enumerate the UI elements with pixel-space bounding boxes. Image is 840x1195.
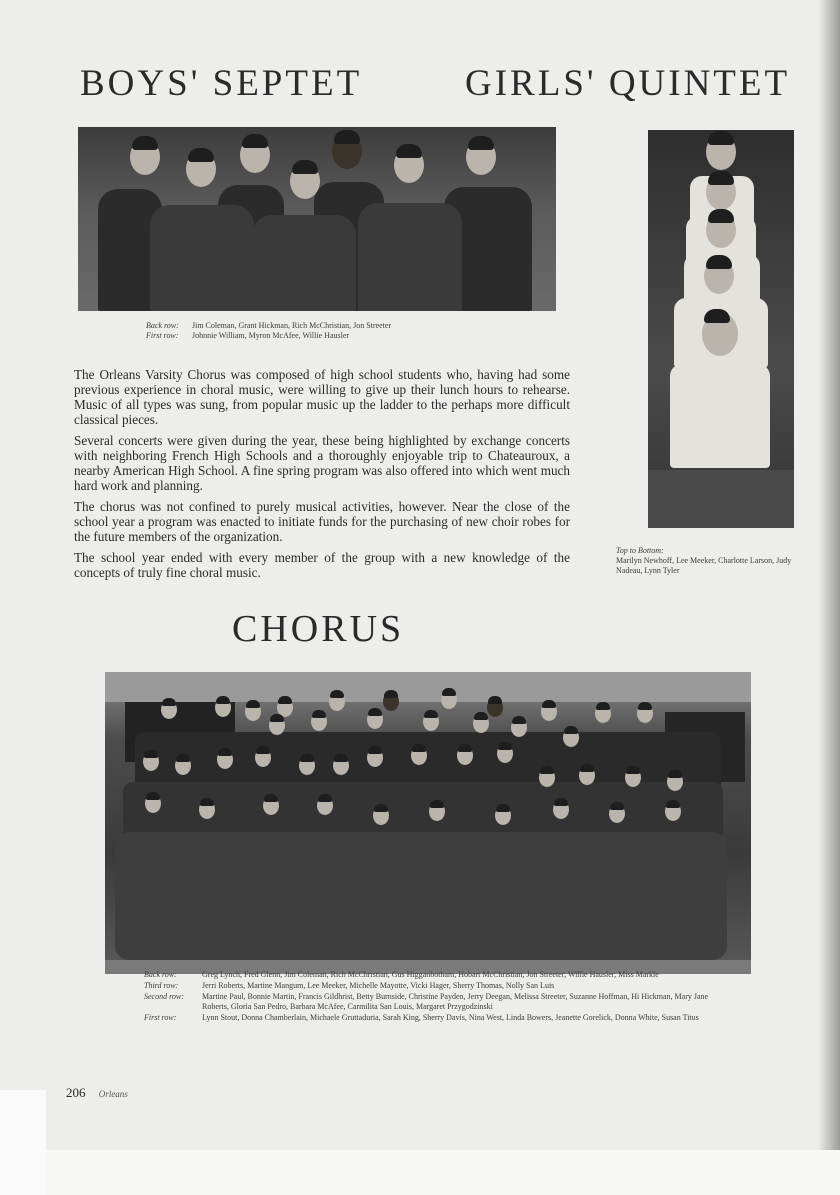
singer-figure: [497, 744, 513, 763]
singer-figure: [563, 728, 579, 747]
singer-figure: [130, 139, 160, 175]
singer-figure: [411, 746, 427, 765]
singer-figure: [495, 806, 511, 825]
singer-figure: [473, 714, 489, 733]
singer-figure: [252, 215, 356, 311]
singer-figure: [255, 748, 271, 767]
singer-figure: [333, 756, 349, 775]
caption-row-label: Top to Bottom:: [616, 546, 664, 555]
singer-figure: [217, 750, 233, 769]
singer-figure: [441, 690, 457, 709]
singer-figure: [625, 768, 641, 787]
caption-names: Lynn Stout, Donna Chamberlain, Michaele Gruttaduria, Sarah King, Sherry Davis, Nina West, Linda Bowers, Jeanette Gorelick, Donna White, Susan Titus: [202, 1013, 699, 1022]
page-number: 206: [66, 1085, 86, 1100]
singer-figure: [299, 756, 315, 775]
caption-names: Jim Coleman, Grant Hickman, Rich McChristian, Jon Streeter: [192, 321, 392, 330]
singer-figure: [263, 796, 279, 815]
singer-figure: [290, 163, 320, 199]
boys-septet-photo: [78, 127, 556, 311]
paragraph: Several concerts were given during the year, these being highlighted by exchange concerts with neighboring French High Schools and a thoroughly enjoyable trip to Chateauroux, a nearby American High School. A fine spring program was also offered into which went much hard work and planning.: [74, 433, 570, 493]
girls-quintet-caption: [616, 546, 806, 576]
singer-figure: [539, 768, 555, 787]
singer-figure: [150, 205, 254, 311]
singer-figure: [595, 704, 611, 723]
caption-row-label: Back row:: [146, 321, 179, 330]
caption-names: Johnnie William, Myron McAfee, Willie Hausler: [192, 331, 350, 340]
caption-names: Jerri Roberts, Martine Mangum, Lee Meeker, Michelle Mayotte, Vicki Hager, Sherry Thomas, Nolly San Luis: [202, 981, 555, 990]
girls-quintet-heading: GIRLS' QUINTET: [465, 63, 791, 104]
chorus-caption: [144, 970, 724, 1024]
singer-figure: [704, 258, 734, 294]
singer-figure: [637, 704, 653, 723]
floor: [648, 470, 794, 528]
paragraph: The Orleans Varsity Chorus was composed of high school students who, having had some previous experience in choral music, were willing to give up their lunch hours to rehearse. Music of all types was sung, from popular music up the ladder to the perhaps more difficult classical pieces.: [74, 367, 570, 427]
singer-figure: [706, 134, 736, 170]
singer-figure: [199, 800, 215, 819]
boys-septet-caption: [146, 321, 546, 341]
girls-quintet-photo: [648, 130, 794, 528]
singer-figure: [665, 802, 681, 821]
caption-row-label: First row:: [146, 331, 179, 340]
caption-names: Martine Paul, Bonnie Martin, Francis Gildhrist, Betty Burnside, Christine Payden, Jerry Deegan, Melissa Streeter, Suzanne Hoffman, Hi Hickman, Mary Jane Roberts, Gloria San Pedro, Barbara McAfee, Carmilita San Louis, Margaret Przygodzinski: [202, 992, 709, 1011]
singer-figure: [487, 698, 503, 717]
singer-figure: [702, 312, 738, 356]
singer-figure: [186, 151, 216, 187]
singer-figure: [667, 772, 683, 791]
singer-figure: [161, 700, 177, 719]
page-footer: [66, 1085, 128, 1101]
singer-figure: [145, 794, 161, 813]
singer-figure: [367, 748, 383, 767]
singer-figure: [367, 710, 383, 729]
singer-figure: [311, 712, 327, 731]
singer-figure: [215, 698, 231, 717]
singer-figure: [670, 364, 770, 468]
singer-figure: [423, 712, 439, 731]
caption-row-label: First row:: [144, 1013, 177, 1022]
running-footer-title: Orleans: [98, 1089, 128, 1099]
singer-figure: [329, 692, 345, 711]
singer-figure: [579, 766, 595, 785]
singer-figure: [466, 139, 496, 175]
singer-figure: [541, 702, 557, 721]
singer-figure: [358, 203, 462, 311]
singer-figure: [609, 804, 625, 823]
chorus-description: [74, 367, 570, 586]
chorus-heading: CHORUS: [232, 608, 405, 650]
singer-figure: [317, 796, 333, 815]
paragraph: The chorus was not confined to purely musical activities, however. Near the close of the school year a program was enacted to initiate funds for the purchasing of new choir robes for the future members of the organization.: [74, 499, 570, 544]
singer-figure: [457, 746, 473, 765]
caption-row-label: Third row:: [144, 981, 179, 990]
singer-figure: [706, 212, 736, 248]
ceiling: [105, 672, 751, 702]
singer-figure: [511, 718, 527, 737]
bottom-margin: [0, 1150, 840, 1195]
caption-names: Marilyn Newhoff, Lee Meeker, Charlotte Larson, Judy Nadeau, Lynn Tyler: [616, 556, 792, 575]
singer-figure: [394, 147, 424, 183]
front-row-robes: [115, 832, 727, 960]
chorus-group-photo: [105, 672, 751, 974]
page-edge-shadow: [818, 0, 840, 1195]
singer-figure: [245, 702, 261, 721]
singer-figure: [373, 806, 389, 825]
singer-figure: [143, 752, 159, 771]
singer-figure: [332, 133, 362, 169]
singer-figure: [175, 756, 191, 775]
singer-figure: [383, 692, 399, 711]
singer-figure: [429, 802, 445, 821]
caption-row-label: Second row:: [144, 992, 184, 1001]
singer-figure: [706, 174, 736, 210]
singer-figure: [240, 137, 270, 173]
singer-figure: [269, 716, 285, 735]
singer-figure: [553, 800, 569, 819]
caption-names: Greg Lynch, Fred Glenn, Jim Coleman, Rich McChristian, Gus Higganbotham, Hobart McChristian, Jon Streeter, Willie Hausler, Miss Markle: [202, 970, 659, 979]
boys-septet-heading: BOYS' SEPTET: [80, 63, 363, 104]
caption-row-label: Back row:: [144, 970, 177, 979]
corner-margin: [0, 1090, 46, 1195]
paragraph: The school year ended with every member of the group with a new knowledge of the concepts of truly fine choral music.: [74, 550, 570, 580]
